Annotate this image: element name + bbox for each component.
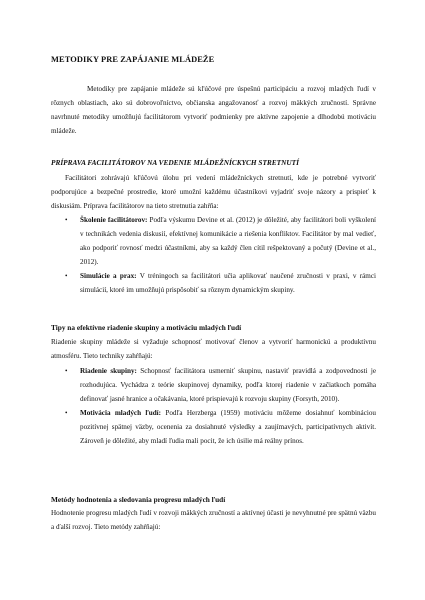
section3-heading: Metódy hodnotenia a sledovania progresu mladých ľudí [51,495,226,504]
list-item-text: Podľa výskumu Devine et al. (2012) je dôležité, aby facilitátori boli vyškolení v technikách vedenia diskusií, efektívnej komunikácie a riešenia konfliktov. Facilitátor by mal vedieť, ako podporiť rovnosť medzi účastníkmi, aby sa každý člen cítil rešpektovaný a počutý (Devine et al., 2012). [80,216,376,266]
section2-list [51,365,376,448]
section1-list [51,214,376,297]
list-item-text: V tréningoch sa facilitátori učia aplikovať naučené zručnosti v praxi, v rámci simulácií, ktoré im umožňujú prispôsobiť sa rôznym dynamickým skupiny. [80,271,376,294]
list-item [51,407,376,449]
list-item-label: Simulácie a prax: [80,271,137,280]
list-item-label: Školenie facilitátorov: [80,216,148,224]
bullet-icon: • [65,271,68,280]
bullet-icon: • [65,216,68,224]
list-item [51,214,376,270]
list-item [51,365,376,407]
list-item-label: Motivácia mladých ľudí: [80,408,162,417]
list-item-text: Schopnosť facilitátora usmerniť skupinu, nastaviť pravidlá a zodpovednosti je rozhodujúca. Vychádza z teórie skupinovej dynamiky, podľa ktorej riadenie v začiatkoch pomáha definovať jasné hranice a očakávania, ktoré prispievajú k rozvoju skupiny (Forsyth, 2010). [80,367,376,403]
bullet-icon: • [65,367,68,375]
intro-paragraph: Metodiky pre zapájanie mládeže sú kľúčové pre úspešnú participáciu a rozvoj mladých ľudí v rôznych oblastiach, ako sú dobrovoľníctvo, občianska angažovanosť a rozvoj mäkkých zručností. Správne navrhnuté metodiky umožňujú facilitátorom vytvoriť podmienky pre aktívne zapojenie a dlhodobú motiváciu mládeže. [51,85,376,135]
document-title: METODIKY PRE ZAPÁJANIE MLÁDEŽE [51,55,215,64]
section1-heading: PRÍPRAVA FACILITÁTOROV NA VEDENIE MLÁDEŽNÍCKYCH STRETNUTÍ [51,158,299,167]
list-item-label: Riadenie skupiny: [80,367,137,375]
section2-paragraph: Riadenie skupiny mládeže si vyžaduje schopnosť motivovať členov a vytvoriť harmonickú a produktívnu atmosféru. Tieto techniky zahŕňajú: [51,338,376,360]
section3-paragraph: Hodnotenie progresu mladých ľudí v rozvoji mäkkých zručností a aktívnej účasti je nevyhnutné pre spätnú väzbu a ďalší rozvoj. Tieto metódy zahŕňajú: [51,509,376,531]
bullet-icon: • [65,408,68,417]
list-item [51,270,376,298]
list-item-text: Podľa Herzberga (1959) motiváciu môžeme dosiahnuť kombináciou pozitívnej spätnej väzby, ocenenia za dosiahnuté výsledky a zaujímavých, participatívnych aktivít. Zároveň je dôležité, aby mladí ľudia mali pocit, že ich úsilie má reálny prínos. [80,408,376,445]
section2-heading: Tipy na efektívne riadenie skupiny a motiváciu mladých ľudí [51,323,242,332]
section1-paragraph: Facilitátori zohrávajú kľúčovú úlohu pri vedení mládežníckych stretnutí, kde je potrebné vytvoriť podporujúce a bezpečné prostredie, ktoré umožní každému účastníkovi vyjadriť svoje názory a prispieť k diskusiám. Príprava facilitátorov na tieto stretnutia zahŕňa: [51,174,376,210]
